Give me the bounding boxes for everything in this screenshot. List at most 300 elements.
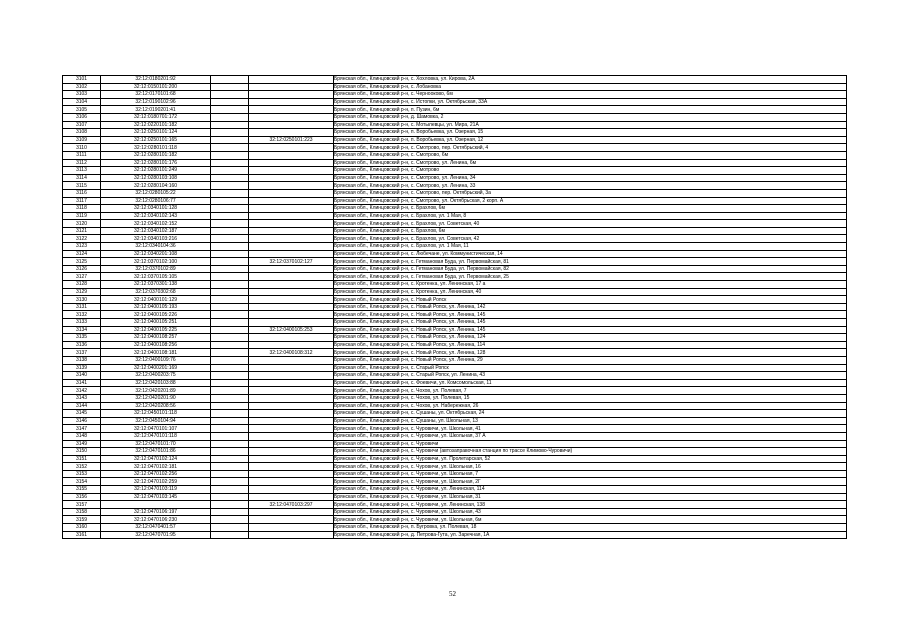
related-cadastral-number-cell — [249, 265, 334, 273]
cadastral-number-cell: 32:12:0470106:197 — [101, 508, 211, 516]
row-number-cell: 3149 — [63, 440, 101, 448]
related-cadastral-number-cell — [249, 243, 334, 251]
address-cell: Брянская обл., Клинцовский р-н, с. Чуровичи, ул. Пролетарская, 52 — [334, 455, 847, 463]
address-cell: Брянская обл., Клинцовский р-н, с. Новый Ропск, ул. Ленина, 142 — [334, 303, 847, 311]
blank-cell — [211, 470, 249, 478]
row-number-cell: 3147 — [63, 425, 101, 433]
address-cell: Брянская обл., Клинцовский р-н, с. Кротенка, ул. Ленинская, 17 а — [334, 281, 847, 289]
row-number-cell: 3107 — [63, 121, 101, 129]
row-number-cell: 3128 — [63, 281, 101, 289]
table-row — [63, 341, 847, 349]
blank-cell — [211, 288, 249, 296]
blank-cell — [211, 212, 249, 220]
blank-cell — [211, 227, 249, 235]
blank-cell — [211, 121, 249, 129]
related-cadastral-number-cell: 32:12:0400108:312 — [249, 349, 334, 357]
table-row — [63, 243, 847, 251]
row-number-cell: 3125 — [63, 258, 101, 266]
table-row — [63, 144, 847, 152]
row-number-cell: 3141 — [63, 379, 101, 387]
row-number-cell: 3124 — [63, 250, 101, 258]
related-cadastral-number-cell — [249, 281, 334, 289]
row-number-cell: 3138 — [63, 356, 101, 364]
address-cell: Брянская обл., Клинцовский р-н, с. Любечане, ул. Коммунистическая, 14 — [334, 250, 847, 258]
row-number-cell: 3151 — [63, 455, 101, 463]
address-cell: Брянская обл., Клинцовский р-н, с. Гетмановая Буда, ул. Первомайская, 25 — [334, 273, 847, 281]
cadastral-number-cell: 32:12:0420103:88 — [101, 379, 211, 387]
cadastral-number-cell: 32:12:0470102:181 — [101, 463, 211, 471]
cadastral-number-cell: 32:12:0340103:216 — [101, 235, 211, 243]
row-number-cell: 3158 — [63, 508, 101, 516]
cadastral-number-cell: 32:12:0220101:182 — [101, 121, 211, 129]
blank-cell — [211, 486, 249, 494]
related-cadastral-number-cell — [249, 417, 334, 425]
related-cadastral-number-cell — [249, 394, 334, 402]
related-cadastral-number-cell — [249, 303, 334, 311]
cadastral-number-cell: 32:12:0400105:251 — [101, 319, 211, 327]
page-number: 52 — [449, 590, 456, 598]
table-row — [63, 524, 847, 532]
row-number-cell: 3122 — [63, 235, 101, 243]
related-cadastral-number-cell — [249, 402, 334, 410]
blank-cell — [211, 273, 249, 281]
register-table-body — [63, 76, 847, 539]
address-cell: Брянская обл., Клинцовский р-н, с. Чуровичи, ул. Школьная, 31 — [334, 493, 847, 501]
blank-cell — [211, 91, 249, 99]
cadastral-number-cell: 32:12:0280105:22 — [101, 189, 211, 197]
related-cadastral-number-cell — [249, 341, 334, 349]
related-cadastral-number-cell — [249, 220, 334, 228]
related-cadastral-number-cell — [249, 311, 334, 319]
row-number-cell: 3114 — [63, 174, 101, 182]
address-cell: Брянская обл., Клинцовский р-н, с. Брахлов, ул. Советская, 40 — [334, 220, 847, 228]
blank-cell — [211, 258, 249, 266]
blank-cell — [211, 106, 249, 114]
related-cadastral-number-cell — [249, 410, 334, 418]
related-cadastral-number-cell — [249, 288, 334, 296]
address-cell: Брянская обл., Клинцовский р-н, с. Истопки, ул. Октябрьская, 33А — [334, 98, 847, 106]
address-cell: Брянская обл., Клинцовский р-н, с. Чуровичи, ул. Школьная, 6м — [334, 516, 847, 524]
address-cell: Брянская обл., Клинцовский р-н, с. Сушаны, ул. Октябрьская, 24 — [334, 410, 847, 418]
table-row — [63, 106, 847, 114]
related-cadastral-number-cell — [249, 508, 334, 516]
cadastral-number-cell: 32:12:0340101:128 — [101, 205, 211, 213]
related-cadastral-number-cell — [249, 432, 334, 440]
table-row — [63, 417, 847, 425]
blank-cell — [211, 326, 249, 334]
table-row — [63, 227, 847, 235]
related-cadastral-number-cell — [249, 151, 334, 159]
address-cell: Брянская обл., Клинцовский р-н, с. Чохов, ул. Набережная, 26 — [334, 402, 847, 410]
blank-cell — [211, 76, 249, 84]
related-cadastral-number-cell — [249, 250, 334, 258]
table-row — [63, 372, 847, 380]
related-cadastral-number-cell — [249, 364, 334, 372]
table-row — [63, 136, 847, 144]
row-number-cell: 3120 — [63, 220, 101, 228]
address-cell: Брянская обл., Клинцовский р-н, с. Брахлов, 6м — [334, 205, 847, 213]
cadastral-number-cell: 32:12:0400109:76 — [101, 356, 211, 364]
table-row — [63, 379, 847, 387]
table-row — [63, 189, 847, 197]
table-row — [63, 296, 847, 304]
related-cadastral-number-cell — [249, 121, 334, 129]
blank-cell — [211, 394, 249, 402]
address-cell: Брянская обл., Клинцовский р-н, п. Пузин, 6м — [334, 106, 847, 114]
table-row — [63, 516, 847, 524]
table-row — [63, 281, 847, 289]
address-cell: Брянская обл., Клинцовский р-н, с. Чохов, ул. Полевая, 7 — [334, 387, 847, 395]
blank-cell — [211, 296, 249, 304]
blank-cell — [211, 402, 249, 410]
cadastral-number-cell: 32:12:0400108:181 — [101, 349, 211, 357]
row-number-cell: 3160 — [63, 524, 101, 532]
address-cell: Брянская обл., Клинцовский р-н, с. Лобановка — [334, 83, 847, 91]
blank-cell — [211, 334, 249, 342]
cadastral-number-cell: 32:12:0470701:95 — [101, 531, 211, 539]
blank-cell — [211, 174, 249, 182]
cadastral-number-cell: 32:12:0400201:169 — [101, 364, 211, 372]
table-row — [63, 197, 847, 205]
address-cell: Брянская обл., Клинцовский р-н, с. Смотрово, пер. Октябрьский, 3а — [334, 189, 847, 197]
address-cell: Брянская обл., Клинцовский р-н, п. Воробьевка, ул. Озерная, 12 — [334, 136, 847, 144]
cadastral-number-cell: 32:12:0470103:119 — [101, 486, 211, 494]
related-cadastral-number-cell — [249, 379, 334, 387]
address-cell: Брянская обл., Клинцовский р-н, с. Брахлов, ул. Советская, 42 — [334, 235, 847, 243]
row-number-cell: 3156 — [63, 493, 101, 501]
row-number-cell: 3129 — [63, 288, 101, 296]
related-cadastral-number-cell — [249, 486, 334, 494]
address-cell: Брянская обл., Клинцовский р-н, с. Чуровичи (автозаправочная станция по трассе Климово-Чуровичи) — [334, 448, 847, 456]
blank-cell — [211, 220, 249, 228]
blank-cell — [211, 349, 249, 357]
address-cell: Брянская обл., Клинцовский р-н, с. Сушаны, ул. Школьная, 13 — [334, 417, 847, 425]
cadastral-number-cell — [101, 501, 211, 509]
table-row — [63, 265, 847, 273]
table-row — [63, 113, 847, 121]
row-number-cell: 3101 — [63, 76, 101, 84]
cadastral-number-cell: 32:12:0180701:172 — [101, 113, 211, 121]
cadastral-number-cell: 32:12:0470101:86 — [101, 448, 211, 456]
table-row — [63, 394, 847, 402]
row-number-cell: 3155 — [63, 486, 101, 494]
address-cell: Брянская обл., Клинцовский р-н, с. Брахлов, 6м — [334, 227, 847, 235]
cadastral-number-cell: 32:12:0470106:230 — [101, 516, 211, 524]
blank-cell — [211, 379, 249, 387]
row-number-cell: 3139 — [63, 364, 101, 372]
address-cell: Брянская обл., Клинцовский р-н, с. Чуровичи, ул. Школьная, 37 А — [334, 432, 847, 440]
related-cadastral-number-cell — [249, 98, 334, 106]
blank-cell — [211, 478, 249, 486]
row-number-cell: 3116 — [63, 189, 101, 197]
blank-cell — [211, 303, 249, 311]
row-number-cell: 3106 — [63, 113, 101, 121]
row-number-cell: 3148 — [63, 432, 101, 440]
related-cadastral-number-cell — [249, 387, 334, 395]
related-cadastral-number-cell — [249, 334, 334, 342]
table-row — [63, 182, 847, 190]
cadastral-number-cell: 32:12:0370102:89 — [101, 265, 211, 273]
related-cadastral-number-cell — [249, 463, 334, 471]
related-cadastral-number-cell — [249, 106, 334, 114]
address-cell: Брянская обл., Клинцовский р-н, с. Новый Ропск — [334, 296, 847, 304]
address-cell: Брянская обл., Клинцовский р-н, с. Смотрово, ул. Ленина, 6м — [334, 159, 847, 167]
row-number-cell: 3136 — [63, 341, 101, 349]
address-cell: Брянская обл., Клинцовский р-н, д. Петрова-Гута, ул. Заречная, 1А — [334, 531, 847, 539]
address-cell: Брянская обл., Клинцовский р-н, с. Брахлов, ул. 1 Мая, 8 — [334, 212, 847, 220]
row-number-cell: 3131 — [63, 303, 101, 311]
row-number-cell: 3135 — [63, 334, 101, 342]
address-cell: Брянская обл., Клинцовский р-н, с. Смотрово — [334, 167, 847, 175]
row-number-cell: 3109 — [63, 136, 101, 144]
related-cadastral-number-cell: 32:12:0370102:127 — [249, 258, 334, 266]
cadastral-number-cell: 32:12:0450101:118 — [101, 410, 211, 418]
blank-cell — [211, 235, 249, 243]
row-number-cell: 3152 — [63, 463, 101, 471]
row-number-cell: 3140 — [63, 372, 101, 380]
cadastral-number-cell: 32:12:0420201:89 — [101, 387, 211, 395]
row-number-cell: 3143 — [63, 394, 101, 402]
related-cadastral-number-cell — [249, 493, 334, 501]
address-cell: Брянская обл., Клинцовский р-н, с. Новый Ропск, ул. Ленина, 145 — [334, 326, 847, 334]
table-row — [63, 319, 847, 327]
address-cell: Брянская обл., Клинцовский р-н, с. Смотрово, пер. Октябрьский, 4 — [334, 144, 847, 152]
cadastral-number-cell: 32:12:0400203:75 — [101, 372, 211, 380]
blank-cell — [211, 425, 249, 433]
cadastral-number-cell: 32:12:0190102:96 — [101, 98, 211, 106]
blank-cell — [211, 136, 249, 144]
cadastral-number-cell: 32:12:0170101:68 — [101, 91, 211, 99]
related-cadastral-number-cell — [249, 159, 334, 167]
row-number-cell: 3133 — [63, 319, 101, 327]
cadastral-number-cell: 32:12:0280103:108 — [101, 174, 211, 182]
address-cell: Брянская обл., Клинцовский р-н, с. Новый Ропск, ул. Ленина, 128 — [334, 349, 847, 357]
address-cell: Брянская обл., Клинцовский р-н, с. Смотрово, ул. Ленина, 34 — [334, 174, 847, 182]
row-number-cell: 3110 — [63, 144, 101, 152]
row-number-cell: 3142 — [63, 387, 101, 395]
blank-cell — [211, 417, 249, 425]
table-row — [63, 531, 847, 539]
related-cadastral-number-cell: 32:12:0470103:297 — [249, 501, 334, 509]
address-cell: Брянская обл., Клинцовский р-н, с. Чуровичи, ул. Ленинская, 138 — [334, 501, 847, 509]
related-cadastral-number-cell — [249, 478, 334, 486]
row-number-cell: 3137 — [63, 349, 101, 357]
cadastral-number-cell: 32:12:0470101:70 — [101, 440, 211, 448]
address-cell: Брянская обл., Клинцовский р-н, п. Воробьевка, ул. Озерная, 15 — [334, 129, 847, 137]
row-number-cell: 3108 — [63, 129, 101, 137]
address-cell: Брянская обл., Клинцовский р-н, с. Смотрово, ул. Ленина, 33 — [334, 182, 847, 190]
table-row — [63, 402, 847, 410]
blank-cell — [211, 129, 249, 137]
related-cadastral-number-cell — [249, 425, 334, 433]
related-cadastral-number-cell — [249, 205, 334, 213]
related-cadastral-number-cell — [249, 448, 334, 456]
table-row — [63, 83, 847, 91]
cadastral-number-cell: 32:12:0400105:226 — [101, 311, 211, 319]
cadastral-number-cell: 32:12:0400108:256 — [101, 341, 211, 349]
row-number-cell: 3104 — [63, 98, 101, 106]
related-cadastral-number-cell — [249, 189, 334, 197]
blank-cell — [211, 463, 249, 471]
row-number-cell: 3115 — [63, 182, 101, 190]
address-cell: Брянская обл., Клинцовский р-н, с. Старый Ропск, ул. Ленина, 43 — [334, 372, 847, 380]
row-number-cell: 3146 — [63, 417, 101, 425]
related-cadastral-number-cell — [249, 296, 334, 304]
row-number-cell: 3102 — [63, 83, 101, 91]
blank-cell — [211, 356, 249, 364]
blank-cell — [211, 197, 249, 205]
table-row — [63, 159, 847, 167]
related-cadastral-number-cell — [249, 212, 334, 220]
row-number-cell: 3126 — [63, 265, 101, 273]
address-cell: Брянская обл., Клинцовский р-н, с. Гетмановая Буда, ул. Первомайская, 81 — [334, 258, 847, 266]
row-number-cell: 3132 — [63, 311, 101, 319]
cadastral-number-cell: 32:12:0180201:92 — [101, 76, 211, 84]
related-cadastral-number-cell — [249, 129, 334, 137]
table-row — [63, 220, 847, 228]
address-cell: Брянская обл., Клинцовский р-н, с. Чуровичи, ул. Школьная, 2Г — [334, 478, 847, 486]
related-cadastral-number-cell — [249, 524, 334, 532]
blank-cell — [211, 205, 249, 213]
related-cadastral-number-cell — [249, 227, 334, 235]
row-number-cell: 3105 — [63, 106, 101, 114]
table-row — [63, 478, 847, 486]
blank-cell — [211, 448, 249, 456]
address-cell: Брянская обл., Клинцовский р-н, с. Смотрово, ул. Октябрьская, 2 корп. А — [334, 197, 847, 205]
address-cell: Брянская обл., Клинцовский р-н, д. Шамовка, 2 — [334, 113, 847, 121]
table-row — [63, 387, 847, 395]
table-row — [63, 311, 847, 319]
related-cadastral-number-cell — [249, 470, 334, 478]
blank-cell — [211, 372, 249, 380]
cadastral-number-cell: 32:12:0340104:36 — [101, 243, 211, 251]
blank-cell — [211, 524, 249, 532]
table-row — [63, 463, 847, 471]
address-cell: Брянская обл., Клинцовский р-н, с. Чохов, ул. Полевая, 15 — [334, 394, 847, 402]
table-row — [63, 303, 847, 311]
row-number-cell: 3130 — [63, 296, 101, 304]
table-row — [63, 501, 847, 509]
cadastral-number-cell: 32:12:0420208:56 — [101, 402, 211, 410]
table-row — [63, 493, 847, 501]
related-cadastral-number-cell — [249, 516, 334, 524]
blank-cell — [211, 98, 249, 106]
address-cell: Брянская обл., Клинцовский р-н, с. Новый Ропск, ул. Ленина, 114 — [334, 341, 847, 349]
related-cadastral-number-cell: 32:12:0400105:253 — [249, 326, 334, 334]
cadastral-number-cell: 32:12:0470103:145 — [101, 493, 211, 501]
related-cadastral-number-cell — [249, 91, 334, 99]
address-cell: Брянская обл., Клинцовский р-н, с. Фоевичи, ул. Комсомольская, 11 — [334, 379, 847, 387]
cadastral-number-cell: 32:12:0340201:108 — [101, 250, 211, 258]
blank-cell — [211, 144, 249, 152]
cadastral-number-cell: 32:12:0420201:90 — [101, 394, 211, 402]
related-cadastral-number-cell — [249, 273, 334, 281]
cadastral-number-cell: 32:12:0340102:187 — [101, 227, 211, 235]
address-cell: Брянская обл., Клинцовский р-н, с. Кротенка, ул. Ленинская, 40 — [334, 288, 847, 296]
cadastral-number-cell: 32:12:0450104:94 — [101, 417, 211, 425]
cadastral-number-cell: 32:12:0470102:124 — [101, 455, 211, 463]
row-number-cell: 3161 — [63, 531, 101, 539]
cadastral-number-cell: 32:12:0280104:160 — [101, 182, 211, 190]
address-cell: Брянская обл., Клинцовский р-н, с. Чуровичи, ул. Школьная, 7 — [334, 470, 847, 478]
table-row — [63, 455, 847, 463]
table-row — [63, 151, 847, 159]
blank-cell — [211, 311, 249, 319]
cadastral-number-cell: 32:12:0280101:176 — [101, 159, 211, 167]
cadastral-number-cell: 32:12:0370302:68 — [101, 288, 211, 296]
row-number-cell: 3117 — [63, 197, 101, 205]
cadastral-number-cell: 32:12:0250101:124 — [101, 129, 211, 137]
blank-cell — [211, 243, 249, 251]
table-row — [63, 326, 847, 334]
cadastral-number-cell: 32:12:0400105:193 — [101, 303, 211, 311]
cadastral-number-cell: 32:12:0470102:259 — [101, 478, 211, 486]
row-number-cell: 3159 — [63, 516, 101, 524]
table-row — [63, 334, 847, 342]
blank-cell — [211, 182, 249, 190]
address-cell: Брянская обл., Клинцовский р-н, с. Хохловка, ул. Кирова, 2А — [334, 76, 847, 84]
blank-cell — [211, 167, 249, 175]
blank-cell — [211, 364, 249, 372]
table-row — [63, 258, 847, 266]
row-number-cell: 3113 — [63, 167, 101, 175]
blank-cell — [211, 432, 249, 440]
blank-cell — [211, 151, 249, 159]
cadastral-number-cell: 32:12:0190201:41 — [101, 106, 211, 114]
table-row — [63, 356, 847, 364]
related-cadastral-number-cell — [249, 76, 334, 84]
row-number-cell: 3111 — [63, 151, 101, 159]
blank-cell — [211, 455, 249, 463]
cadastral-number-cell: 32:12:0370301:138 — [101, 281, 211, 289]
blank-cell — [211, 516, 249, 524]
address-cell: Брянская обл., Клинцовский р-н, с. Мотылевцы, ул. Мира, 21А — [334, 121, 847, 129]
cadastral-number-cell: 32:12:0370102:100 — [101, 258, 211, 266]
related-cadastral-number-cell: 32:12:0250101:223 — [249, 136, 334, 144]
table-row — [63, 288, 847, 296]
related-cadastral-number-cell — [249, 167, 334, 175]
address-cell: Брянская обл., Клинцовский р-н, с. Чуровичи, ул. Школьная, 43 — [334, 508, 847, 516]
table-row — [63, 76, 847, 84]
cadastral-number-cell: 32:12:0250101:165 — [101, 136, 211, 144]
table-row — [63, 273, 847, 281]
row-number-cell: 3123 — [63, 243, 101, 251]
cadastral-number-cell: 32:12:0280101:118 — [101, 144, 211, 152]
table-row — [63, 364, 847, 372]
table-row — [63, 410, 847, 418]
row-number-cell: 3144 — [63, 402, 101, 410]
table-row — [63, 235, 847, 243]
address-cell: Брянская обл., Клинцовский р-н, с. Новый Ропск, ул. Ленина, 145 — [334, 311, 847, 319]
row-number-cell: 3121 — [63, 227, 101, 235]
blank-cell — [211, 113, 249, 121]
address-cell: Брянская обл., Клинцовский р-н, с. Смотрово, 6м — [334, 151, 847, 159]
address-cell: Брянская обл., Клинцовский р-н, с. Чуровичи, ул. Школьная, 41 — [334, 425, 847, 433]
register-table — [62, 75, 847, 539]
blank-cell — [211, 250, 249, 258]
related-cadastral-number-cell — [249, 455, 334, 463]
table-row — [63, 432, 847, 440]
table-row — [63, 129, 847, 137]
blank-cell — [211, 265, 249, 273]
cadastral-number-cell: 32:12:0470101:118 — [101, 432, 211, 440]
table-row — [63, 98, 847, 106]
related-cadastral-number-cell — [249, 235, 334, 243]
cadastral-number-cell: 32:12:0470401:57 — [101, 524, 211, 532]
related-cadastral-number-cell — [249, 174, 334, 182]
table-row — [63, 486, 847, 494]
row-number-cell: 3103 — [63, 91, 101, 99]
